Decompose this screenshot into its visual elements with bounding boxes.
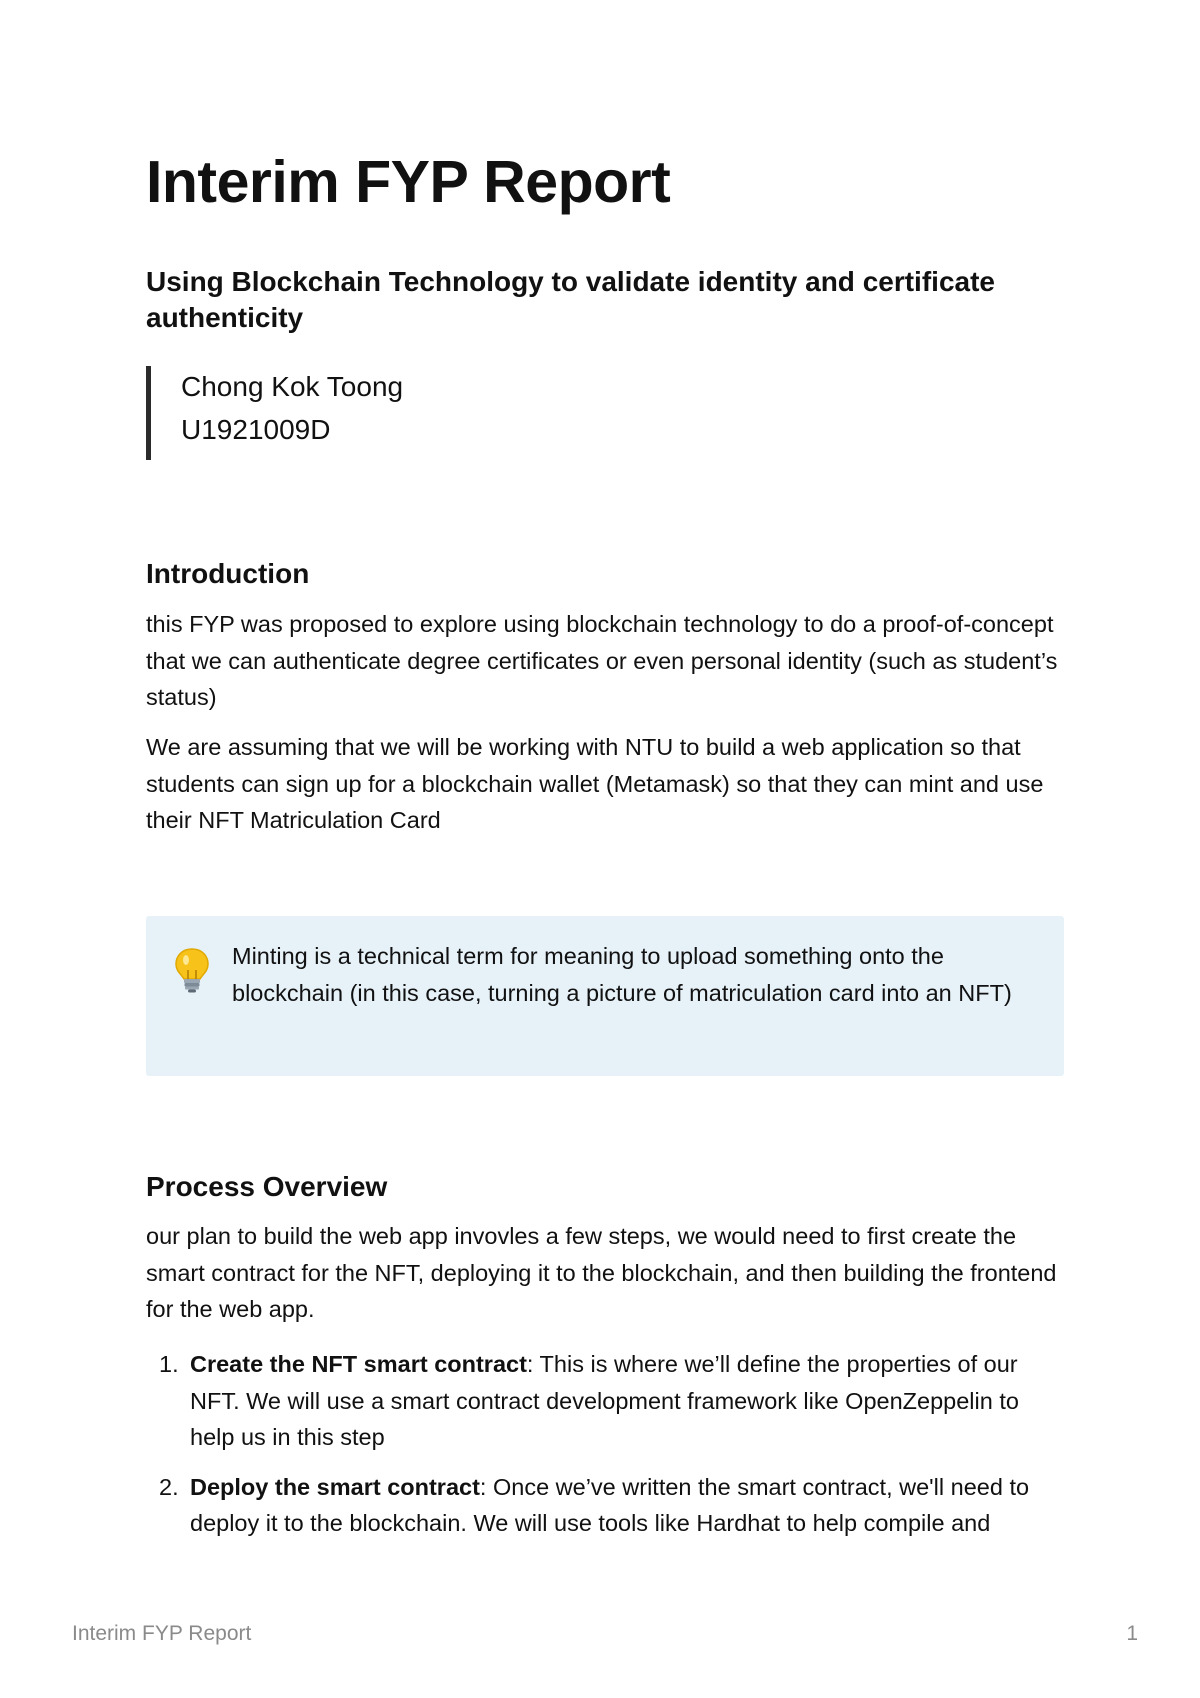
process-step — [146, 1469, 1066, 1542]
process-step — [146, 1346, 1066, 1456]
process-overview-intro: our plan to build the web app invovles a few steps, we would need to first create the smart contract for the NFT, deploying it to the blockchain, and then building the frontend for the web app. — [146, 1223, 1057, 1322]
introduction-heading: Introduction — [146, 558, 310, 589]
footer-title: Interim FYP Report — [72, 1622, 252, 1645]
step-number: 1. — [159, 1351, 179, 1377]
step-title: Create the NFT smart contract — [190, 1351, 527, 1377]
step-text: : This is where we’ll define the properties of our NFT. We will use a smart contract development framework like OpenZeppelin to help us in this step — [190, 1351, 1019, 1450]
author-quote-block — [146, 366, 746, 460]
page-title: Interim FYP Report — [146, 149, 671, 215]
introduction-paragraph-2: We are assuming that we will be working with NTU to build a web application so that students can sign up for a blockchain wallet (Metamask) so that they can mint and use their NFT Matriculation Card — [146, 734, 1044, 833]
footer-page-number: 1 — [1126, 1622, 1138, 1645]
author-id: U1921009D — [181, 414, 331, 445]
step-title: Deploy the smart contract — [190, 1473, 480, 1500]
lightbulb-icon — [172, 946, 212, 994]
process-overview-heading: Process Overview — [146, 1171, 388, 1202]
process-steps-list — [146, 1346, 1066, 1555]
step-number: 2. — [159, 1473, 179, 1500]
document-subtitle: Using Blockchain Technology to validate identity and certificate authenticity — [146, 266, 995, 333]
author-name: Chong Kok Toong — [181, 371, 404, 402]
step-text: : Once we’ve written the smart contract, we'll need to deploy it to the blockchain. We will use tools like Hardhat to help compile and — [190, 1473, 1030, 1536]
minting-callout — [146, 916, 1064, 1076]
introduction-paragraph-1: this FYP was proposed to explore using blockchain technology to do a proof-of-concept that we can authenticate degree certificates or even personal identity (such as student’s status) — [146, 611, 1058, 710]
callout-text: Minting is a technical term for meaning to upload something onto the blockchain (in this case, turning a picture of matriculation card into an NFT) — [232, 943, 1012, 1006]
